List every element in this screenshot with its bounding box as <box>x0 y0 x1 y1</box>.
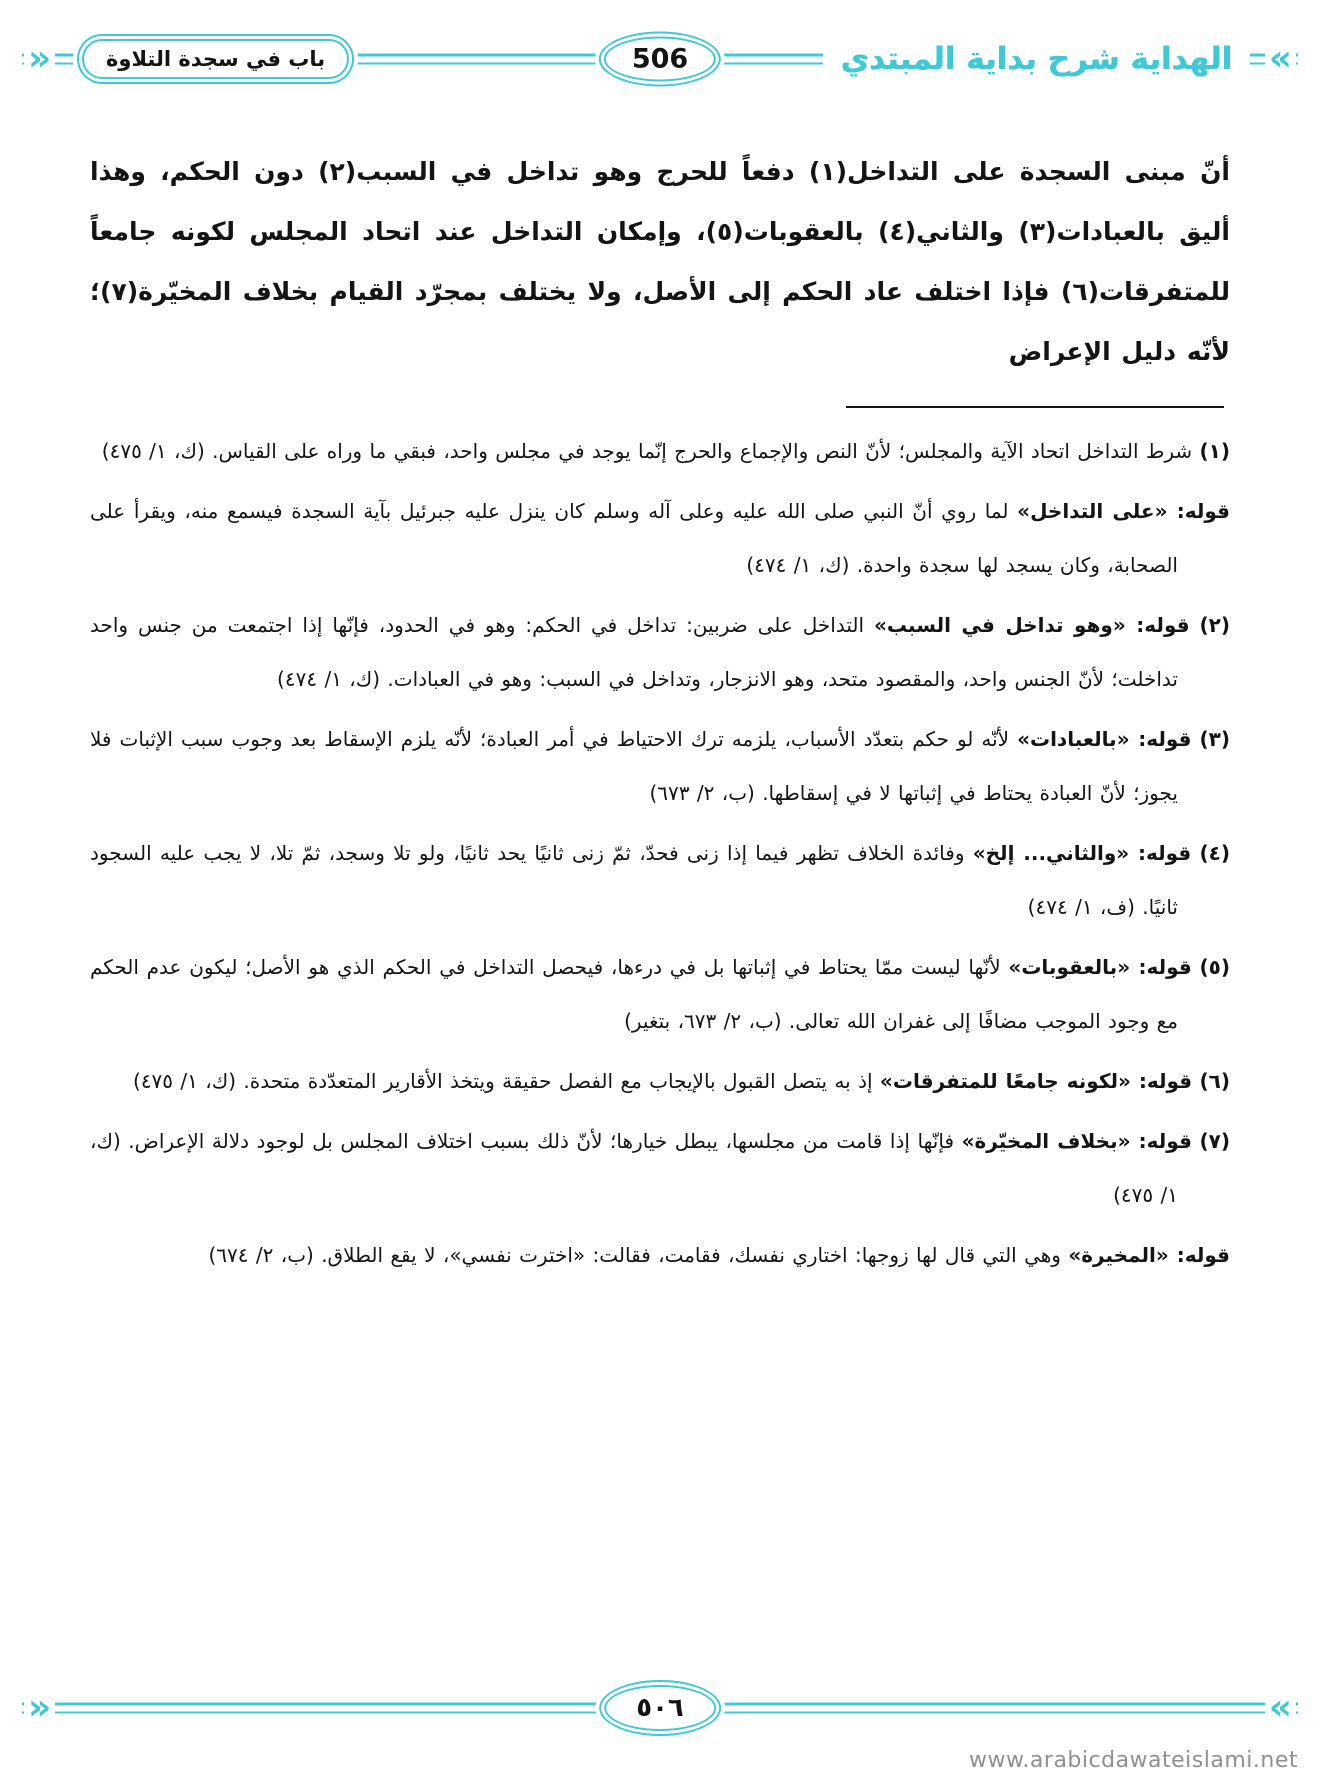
chapter-title: باب في سجدة التلاوة <box>106 47 326 71</box>
footnote-marker: (٧) <box>1199 1129 1231 1153</box>
watermark-url: www.arabicdawateislami.net <box>968 1748 1298 1773</box>
footnotes-section <box>90 424 1230 1282</box>
page-number: 506 <box>631 43 689 75</box>
footnote-text: شرط التداخل اتحاد الآية والمجلس؛ لأنّ النص والإجماع والحرج إنّما يوجد في مجلس واحد، فبقي ما وراه على القياس. (ك، ١/ ٤٧٥) <box>101 439 1193 463</box>
book-page <box>0 28 1320 1779</box>
chapter-title-badge <box>82 39 349 79</box>
footnote <box>90 484 1230 592</box>
footnote-lead: قوله: «المخيرة» <box>1068 1243 1230 1267</box>
footnote-marker: (٢) <box>1199 613 1230 637</box>
footnote-lead: قوله: «لكونه جامعًا للمتفرقات» <box>879 1069 1193 1093</box>
footer-ornament-band <box>16 1677 1304 1739</box>
footnote-lead: قوله: «بخلاف المخيّرة» <box>961 1129 1192 1153</box>
main-text-paragraph: أنّ مبنى السجدة على التداخل(١) دفعاً للحرج وهو تداخل في السبب(٢) دون الحكم، وهذا أليق بالعبادات(٣) والثاني(٤) بالعقوبات(٥)، وإمكان التداخل عند اتحاد المجلس لكونه جامعاً للمتفرقات(٦) فإذا اختلف عاد الحكم إلى الأصل، ولا يختلف بمجرّد القيام بخلاف المخيّرة(٧)؛ لأنّه دليل الإعراض <box>90 157 1230 366</box>
footnote <box>90 598 1230 706</box>
footnote-marker: (٥) <box>1199 955 1230 979</box>
footnote-text: وهي التي قال لها زوجها: اختاري نفسك، فقامت، فقالت: «اخترت نفسي»، لا يقع الطلاق. (ب، ٢/ ٦٧٤) <box>208 1243 1061 1267</box>
footnote <box>90 940 1230 1048</box>
footnote-text: لأنّها ليست ممّا يحتاط في إثباتها بل في درءها، فيحصل التداخل في الحكم الذي هو الأصل؛ ليكون عدم الحكم مع وجود الموجب مضافًا إلى غفران الله تعالى. (ب، ٢/ ٦٧٣، بتغير) <box>90 955 1178 1033</box>
footer-page-number-badge <box>604 1685 716 1731</box>
page-number-badge <box>604 37 716 82</box>
header-ornament-band <box>16 28 1304 90</box>
book-title: الهداية شرح بداية المبتدي <box>823 39 1250 79</box>
footnote-text: لما روي أنّ النبي صلى الله عليه وعلى آله وسلم كان ينزل عليه جبرئيل بآية السجدة فيسمع منه، ويقرأ على الصحابة، وكان يسجد لها سجدة واحدة. (ك، ١/ ٤٧٤) <box>90 499 1178 577</box>
footnote-separator <box>846 406 1224 408</box>
footnote-lead: قوله: «بالعقوبات» <box>1008 955 1192 979</box>
footer-page-number: ٥٠٦ <box>636 1693 684 1723</box>
page-content <box>0 142 1320 1282</box>
footnote-lead: قوله: «بالعبادات» <box>1017 727 1192 751</box>
footnote-marker: (١) <box>1199 439 1230 463</box>
footnote-marker: (٤) <box>1199 841 1231 865</box>
footnote <box>90 1114 1230 1222</box>
footnote-text: فإنّها إذا قامت من مجلسها، يبطل خيارها؛ لأنّ ذلك بسبب اختلاف المجلس بل لوجود دلالة الإعراض. (ك، ١/ ٤٧٥) <box>90 1129 1178 1207</box>
footnote <box>90 1054 1230 1108</box>
scroll-ornament-icon: « <box>1265 41 1296 77</box>
footnote-lead: قوله: «على التداخل» <box>1017 499 1230 523</box>
footnote-text: وفائدة الخلاف تظهر فيما إذا زنى فحدّ، ثمّ زنى ثانيًا يحد ثانيًا، ولو تلا وسجد، ثمّ تلا، لا يجب عليه السجود ثانيًا. (ف، ١/ ٤٧٤) <box>90 841 1178 919</box>
footnote-text: لأنّه لو حكم بتعدّد الأسباب، يلزمه ترك الاحتياط في أمر العبادة؛ لأنّه يلزم الإسقاط بعد وجوب سبب الإثبات فلا يجوز؛ لأنّ العبادة يحتاط في إثباتها لا في إسقاطها. (ب، ٢/ ٦٧٣) <box>90 727 1178 805</box>
footnote <box>90 424 1230 478</box>
footnote <box>90 826 1230 934</box>
footnote-lead: قوله: «وهو تداخل في السبب» <box>873 613 1190 637</box>
scroll-ornament-icon: « <box>1265 1690 1296 1726</box>
footnote-text: التداخل على ضربين: تداخل في الحكم: وهو في الحدود، فإنّها إذا اجتمعت من جنس واحد تداخلت؛ لأنّ الجنس واحد، والمقصود متحد، وهو الانزجار، وتداخل في السبب: وهو في العبادات. (ك، ١/ ٤٧٤) <box>90 613 1178 691</box>
scroll-ornament-icon: » <box>24 41 55 77</box>
scroll-ornament-icon: » <box>24 1690 55 1726</box>
footnote <box>90 712 1230 820</box>
footnote <box>90 1228 1230 1282</box>
footnote-text: إذ به يتصل القبول بالإيجاب مع الفصل حقيقة ويتخذ الأقارير المتعدّدة متحدة. (ك، ١/ ٤٧٥) <box>133 1069 873 1093</box>
footnote-lead: قوله: «والثاني... إلخ» <box>972 841 1192 865</box>
footnote-marker: (٦) <box>1199 1069 1230 1093</box>
footnote-marker: (٣) <box>1199 727 1230 751</box>
